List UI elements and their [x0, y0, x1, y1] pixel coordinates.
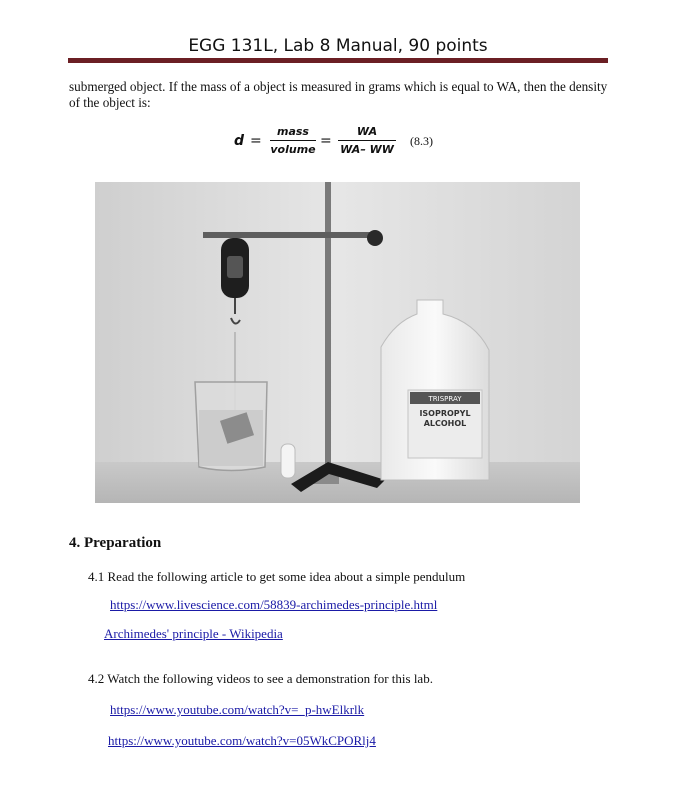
bottle-label-line2: ALCOHOL [423, 419, 467, 428]
youtube-link-1[interactable]: https://www.youtube.com/watch?v=_p-hwElkrlk [110, 702, 365, 717]
equation-lhs: d [234, 133, 245, 149]
fraction-numerator-wa: WA [356, 125, 378, 138]
lab-setup-photo [95, 182, 580, 503]
intro-paragraph: submerged object. If the mass of a object is measured in grams which is equal to WA, then the density of the object is: [69, 79, 608, 110]
density-equation [234, 122, 534, 166]
wikipedia-link[interactable]: Archimedes' principle - Wikipedia [104, 626, 283, 641]
bottle-brand-label: TRISPRAY [428, 395, 462, 403]
page-header-title: EGG 131L, Lab 8 Manual, 90 points [188, 36, 488, 56]
youtube-link-2[interactable]: https://www.youtube.com/watch?v=05WkCPORlj4 [108, 733, 376, 748]
preparation-item-4-2: 4.2 Watch the following videos to see a demonstration for this lab. [88, 671, 433, 686]
section-heading-preparation: 4. Preparation [69, 535, 162, 551]
header-rule [68, 58, 608, 63]
fraction-denominator-wa-ww: WA– WW [340, 143, 394, 156]
preparation-item-4-1: 4.1 Read the following article to get some idea about a simple pendulum [88, 569, 466, 584]
equals-sign: = [250, 133, 262, 149]
equation-number: (8.3) [410, 134, 433, 148]
livescience-link[interactable]: https://www.livescience.com/58839-archimedes-principle.html [110, 597, 438, 612]
mass-volume-fraction [270, 125, 316, 156]
bottle-label-line1: ISOPROPYL [419, 409, 471, 418]
fraction-bar-2 [338, 140, 396, 141]
fraction-numerator-mass: mass [277, 125, 309, 138]
weight-fraction [338, 125, 396, 156]
fraction-denominator-volume: volume [270, 143, 316, 156]
fraction-bar [270, 140, 316, 141]
equals-sign-2: = [320, 133, 332, 149]
